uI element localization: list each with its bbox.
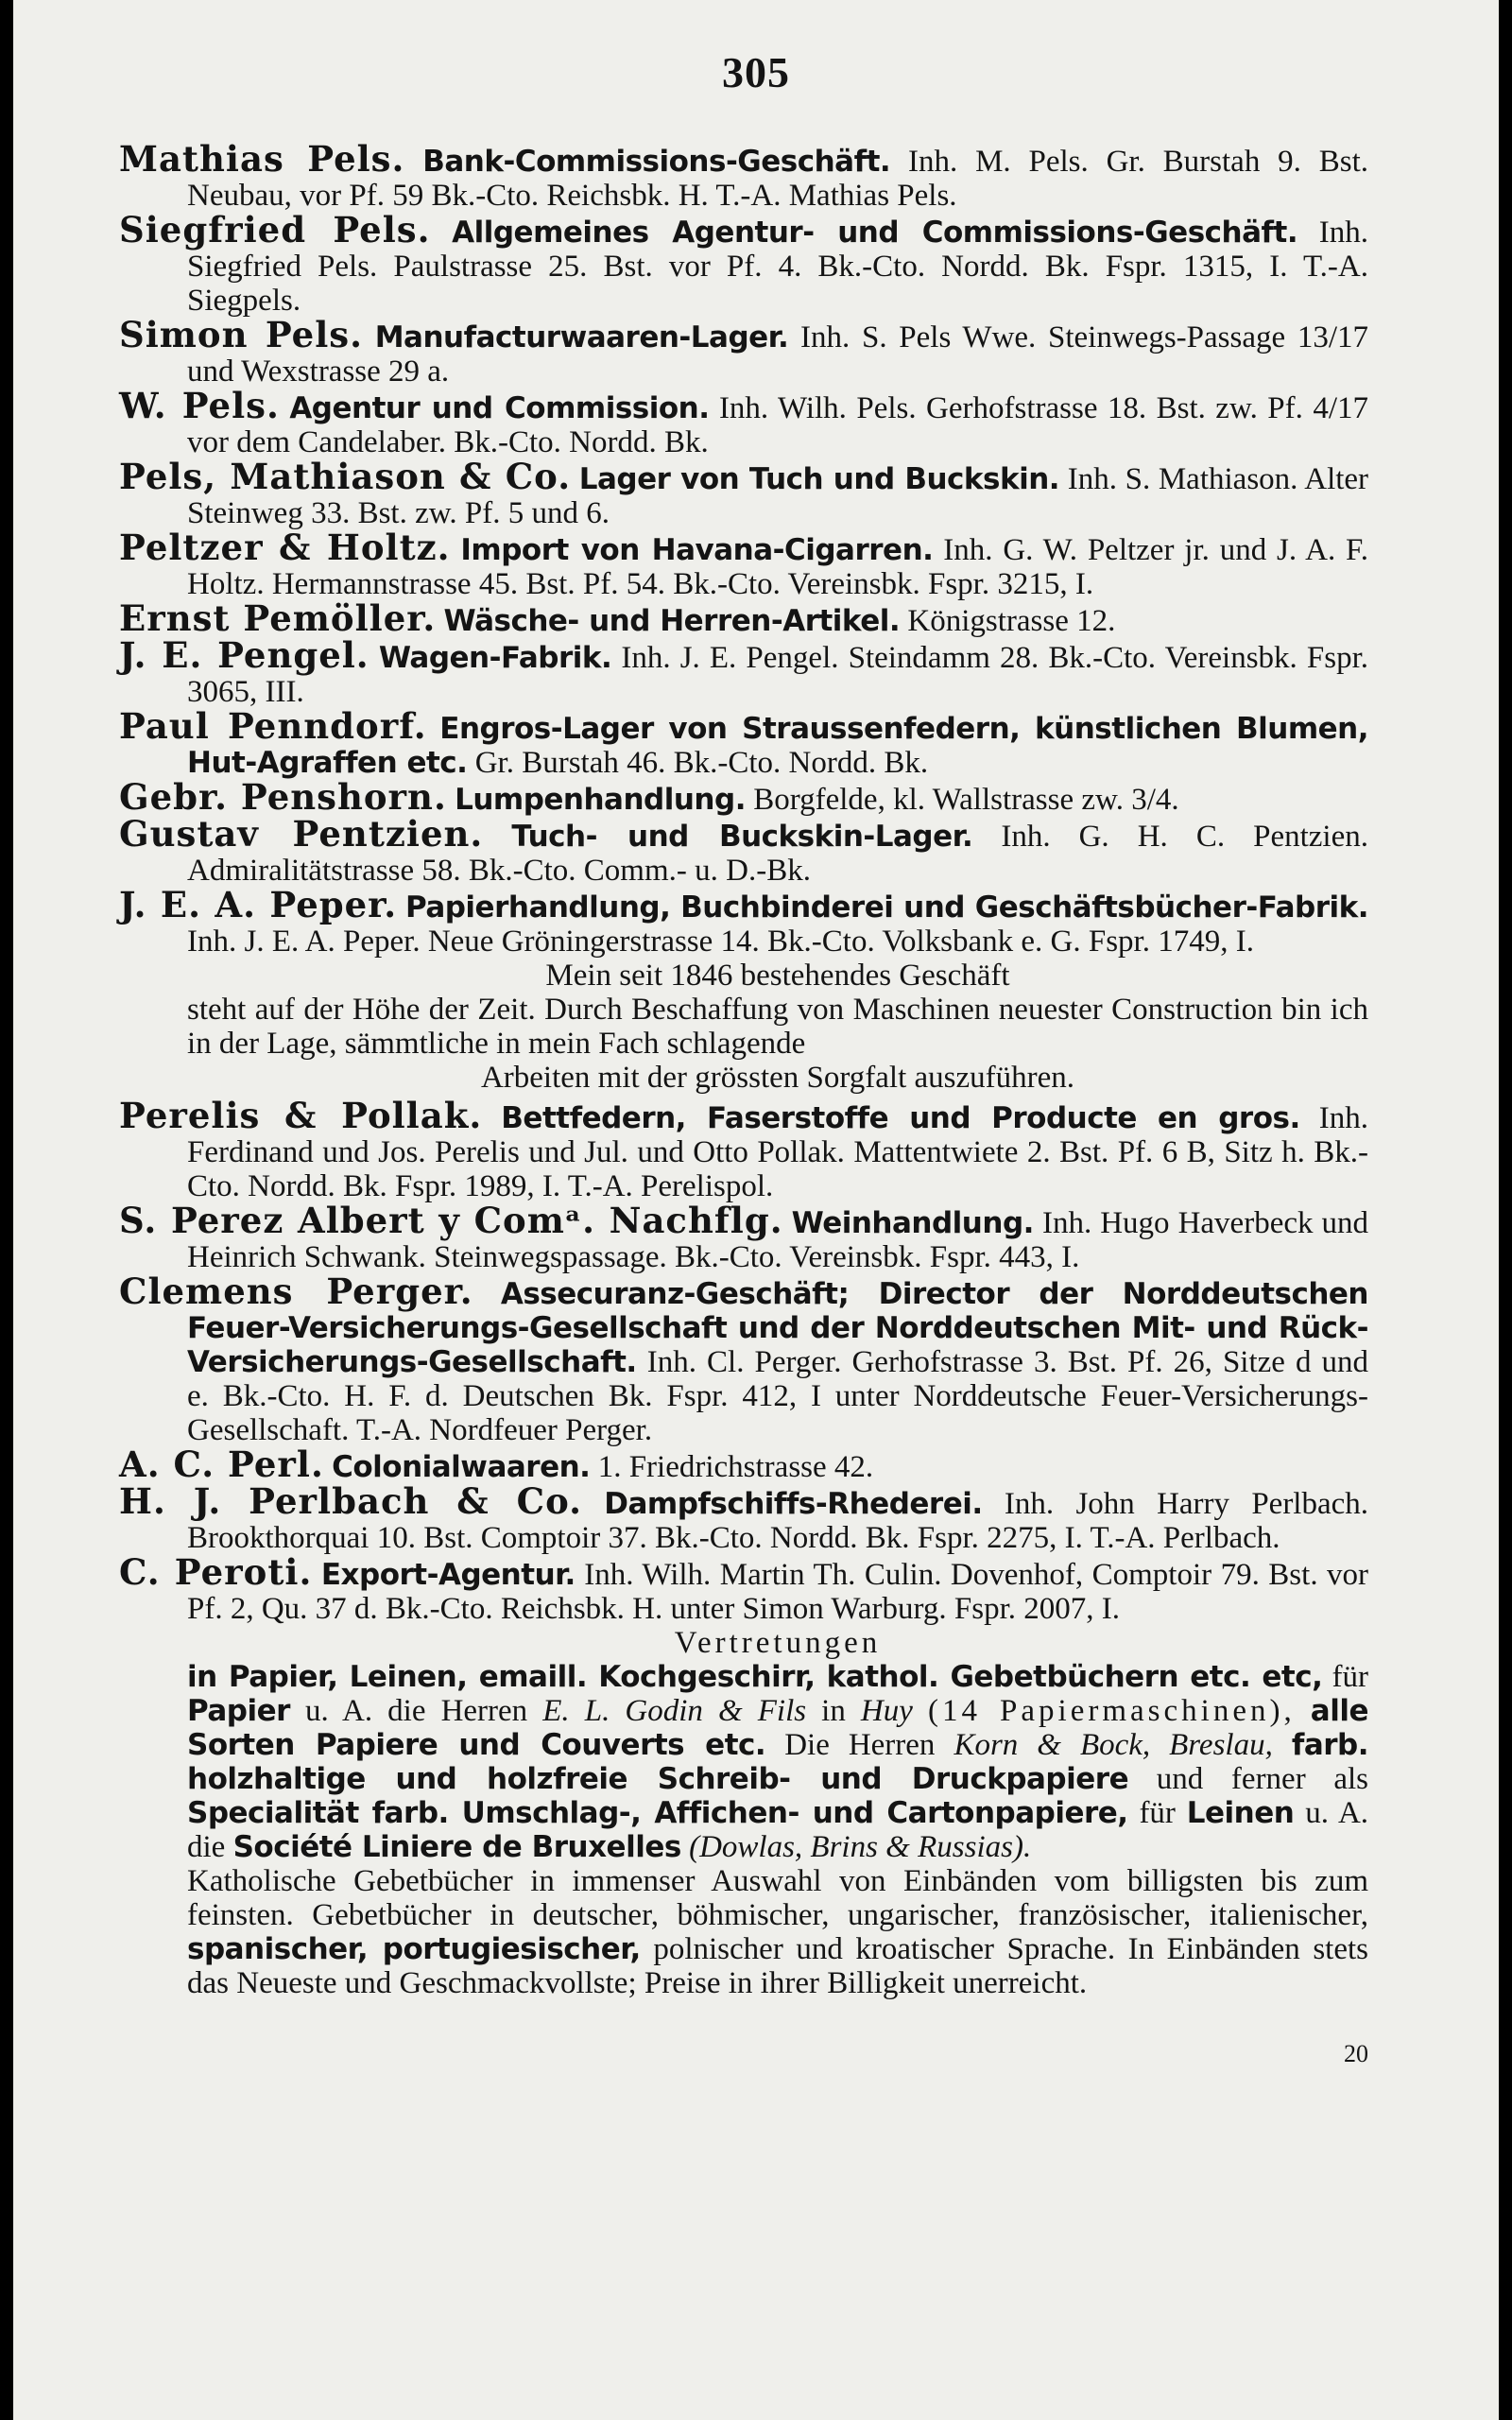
signature-number: 20 <box>1344 2040 1368 2067</box>
ad-text: spanischer, portugiesischer, <box>187 1932 641 1966</box>
list-item <box>119 1551 1369 1626</box>
ad-text: Huy <box>860 1694 913 1728</box>
list-item <box>119 456 1369 530</box>
entry-trade: Bank-Commissions-Geschäft. <box>422 145 891 179</box>
ad-text: E. L. Godin & Fils <box>542 1694 807 1728</box>
page-content <box>119 138 1369 2067</box>
entry-name: J. E. A. Peper. <box>119 884 398 925</box>
entry-trade: Import von Havana-Cigarren. <box>460 533 934 567</box>
entry-text: Inh. G. H. C. Pentzien. Admiralitätstrasse 58. Bk.-Cto. Comm.- u. D.-Bk. <box>187 820 1368 888</box>
entry-text: Borgfelde, kl. Wallstrasse zw. 3/4. <box>753 783 1179 817</box>
page-number: 305 <box>722 48 790 96</box>
entry-trade: Export-Agentur. <box>320 1558 576 1592</box>
entry-text: Königstrasse 12. <box>907 604 1116 638</box>
list-item <box>119 314 1369 389</box>
entry-text: Inh. Wilh. Martin Th. Culin. Dovenhof, Comptoir 79. Bst. vor Pf. 2, Qu. 37 d. Bk.-Cto. Reichsbk. H. unter Simon Warburg. Fspr. 2007, I. <box>187 1558 1369 1626</box>
entry-name: Peltzer & Holtz. <box>119 527 451 568</box>
ad-text: Die Herren <box>784 1728 936 1762</box>
ad-text: für <box>1332 1660 1368 1694</box>
entry-trade: Allgemeines Agentur- und Commissions-Geschäft. <box>452 216 1298 250</box>
entry-trade: Wagen-Fabrik. <box>378 641 612 675</box>
list-item <box>119 1443 1368 1485</box>
entry-name: J. E. Pengel. <box>119 634 369 676</box>
list-item <box>119 385 1368 459</box>
list-item <box>119 776 1368 818</box>
entry-trade: Assecuranz-Geschäft; Director der Norddeutschen Feuer-Versicherungs-Gesellschaft und der Norddeutschen Mit- und Rück-Versicherungs-Gesellschaft. <box>187 1277 1369 1379</box>
ad-text: für <box>1139 1796 1176 1830</box>
entry-name: Gebr. Penshorn. <box>119 776 447 818</box>
list-item <box>119 634 1369 709</box>
entry-text: Inh. S. Pels Wwe. Steinwegs-Passage 13/17 und Wexstrasse 29 a. <box>187 320 1369 389</box>
entry-name: Gustav Pentzien. <box>119 813 484 855</box>
peroti-ad-para2 <box>119 1864 1368 2000</box>
ad-text: alle Sorten Papiere und Couverts etc. <box>187 1694 1368 1762</box>
entry-trade: Weinhandlung. <box>791 1206 1034 1240</box>
ad-text: (14 Papiermaschinen), <box>927 1694 1296 1728</box>
entry-text: Inh. Ferdinand und Jos. Perelis und Jul. und Otto Pollak. Mattentwiete 2. Bst. Pf. 6 B, Sitz h. Bk.-Cto. Nordd. Bk. Fspr. 1989, I. T.-A. Perelispol. <box>187 1101 1369 1203</box>
entry-trade: Lager von Tuch und Buckskin. <box>578 462 1060 496</box>
entry-name: Simon Pels. <box>119 314 363 355</box>
ad-text: Papier <box>187 1694 290 1728</box>
entry-text: Gr. Burstah 46. Bk.-Cto. Nordd. Bk. <box>474 746 929 780</box>
list-item <box>119 597 1368 639</box>
list-item <box>119 209 1368 318</box>
entry-text: Inh. M. Pels. Gr. Burstah 9. Bst. Neubau, vor Pf. 59 Bk.-Cto. Reichsbk. H. T.-A. Mathias Pels. <box>187 145 1368 213</box>
ad-text: Katholische Gebetbücher in immenser Auswahl von Einbänden vom billigsten bis zum feinsten. Gebetbücher in deutscher, böhmischer, ungarischer, französischer, italienischer, <box>187 1864 1368 1932</box>
entry-name: H. J. Perlbach & Co. <box>119 1480 582 1522</box>
entry-text: Inh. John Harry Perlbach. Brookthorquai 10. Bst. Comptoir 37. Bk.-Cto. Nordd. Bk. Fspr. 2275, I. T.-A. Perlbach. <box>187 1487 1369 1555</box>
list-item <box>119 884 1369 959</box>
entry-name: Paul Penndorf. <box>119 705 427 747</box>
entry-name: C. Peroti. <box>119 1551 313 1593</box>
entry-trade: Lumpenhandlung. <box>455 783 746 817</box>
list-item <box>119 1095 1369 1203</box>
list-item <box>119 527 1368 601</box>
entry-trade: Bettfedern, Faserstoffe und Producte en gros. <box>501 1101 1300 1135</box>
entry-trade: Tuch- und Buckskin-Lager. <box>511 820 973 854</box>
entry-trade: Agentur und Commission. <box>289 391 710 425</box>
ad-text: farb. holzhaltige und holzfreie Schreib- und Druckpapiere <box>187 1728 1369 1796</box>
entry-trade: Wäsche- und Herren-Artikel. <box>443 604 901 638</box>
entry-trade: Colonialwaaren. <box>332 1450 591 1484</box>
ad-text: Specialität farb. Umschlag-, Affichen- und Cartonpapiere, <box>187 1796 1128 1830</box>
entry-trade: Papierhandlung, Buchbinderei und Geschäftsbücher-Fabrik. <box>404 890 1369 925</box>
ad-text: u. A. die Herren <box>305 1694 528 1728</box>
entry-text: Inh. Siegfried Pels. Paulstrasse 25. Bst. vor Pf. 4. Bk.-Cto. Nordd. Bk. Fspr. 1315, I. T.-A. Siegpels. <box>187 216 1368 318</box>
entry-trade: Engros-Lager von Straussenfedern, künstlichen Blumen, Hut-Agraffen etc. <box>187 712 1368 780</box>
entry-text: Inh. S. Mathiason. Alter Steinweg 33. Bst. zw. Pf. 5 und 6. <box>187 462 1369 530</box>
ad-text: in Papier, Leinen, emaill. Kochgeschirr, kathol. Gebetbüchern etc. etc, <box>187 1660 1323 1694</box>
ad-text: und ferner als <box>1156 1762 1369 1796</box>
list-item <box>119 705 1368 780</box>
entry-name: W. Pels. <box>119 385 280 426</box>
entry-text: 1. Friedrichstrasse 42. <box>597 1450 874 1484</box>
ad-text: (Dowlas, Brins & Russias). <box>689 1830 1032 1864</box>
list-item <box>119 1270 1369 1447</box>
entry-text: Inh. Wilh. Pels. Gerhofstrasse 18. Bst. zw. Pf. 4/17 vor dem Candelaber. Bk.-Cto. Nordd. Bk. <box>187 391 1368 459</box>
ad-text: u. A. die <box>187 1796 1369 1864</box>
entry-name: Mathias Pels. <box>119 138 405 180</box>
peroti-ad-para1 <box>119 1660 1368 1864</box>
entry-name: Ernst Pemöller. <box>119 597 437 639</box>
entry-name: Siegfried Pels. <box>119 209 431 251</box>
entry-name: Perelis & Pollak. <box>119 1095 483 1136</box>
ad-text: in <box>821 1694 846 1728</box>
entry-name: S. Perez Albert y Comᵃ. Nachflg. <box>119 1200 783 1241</box>
peper-ad-intro: Mein seit 1846 bestehendes Geschäft <box>545 959 1010 993</box>
entry-text: Inh. J. E. A. Peper. Neue Gröningerstrasse 14. Bk.-Cto. Volksbank e. G. Fspr. 1749, I. <box>187 925 1254 959</box>
directory-page <box>13 0 1499 2420</box>
entry-trade: Manufacturwaaren-Lager. <box>374 320 789 354</box>
entry-text: Inh. Cl. Perger. Gerhofstrasse 3. Bst. Pf. 26, Sitze d und e. Bk.-Cto. H. F. d. Deutschen Bk. Fspr. 412, I unter Norddeutsche Feuer-Versicherungs-Gesellschaft. T.-A. Nordfeuer Perger. <box>187 1345 1369 1447</box>
entry-text: Inh. G. W. Peltzer jr. und J. A. F. Holtz. Hermannstrasse 45. Bst. Pf. 54. Bk.-Cto. Vereinsbk. Fspr. 3215, I. <box>187 533 1368 601</box>
entry-name: Clemens Perger. <box>119 1270 473 1312</box>
entry-name: A. C. Perl. <box>119 1443 324 1485</box>
ad-text: Leinen <box>1186 1796 1295 1830</box>
peroti-ad-heading: Vertretungen <box>674 1626 882 1660</box>
ad-text: Société Liniere de Bruxelles <box>232 1830 681 1864</box>
list-item <box>119 1480 1369 1555</box>
entry-name: Pels, Mathiason & Co. <box>119 456 572 497</box>
peper-ad-last: Arbeiten mit der grössten Sorgfalt auszuführen. <box>480 1061 1075 1095</box>
list-item <box>119 1200 1369 1274</box>
ad-text: polnischer und kroatischer Sprache. In Einbänden stets das Neueste und Geschmackvollste; Preise in ihrer Billigkeit unerreicht. <box>187 1932 1368 2000</box>
list-item <box>119 138 1368 213</box>
entry-text: Inh. J. E. Pengel. Steindamm 28. Bk.-Cto. Vereinsbk. Fspr. 3065, III. <box>187 641 1369 709</box>
ad-text: Korn & Bock, Breslau, <box>954 1728 1273 1762</box>
entry-text: Inh. Hugo Haverbeck und Heinrich Schwank. Steinwegspassage. Bk.-Cto. Vereinsbk. Fspr. 443, I. <box>187 1206 1369 1274</box>
peper-ad-body: steht auf der Höhe der Zeit. Durch Beschaffung von Maschinen neuester Construction bin ich in der Lage, sämmtliche in mein Fach schlagende <box>187 993 1368 1061</box>
entry-trade: Dampfschiffs-Rhederei. <box>604 1487 983 1521</box>
list-item <box>119 813 1368 888</box>
